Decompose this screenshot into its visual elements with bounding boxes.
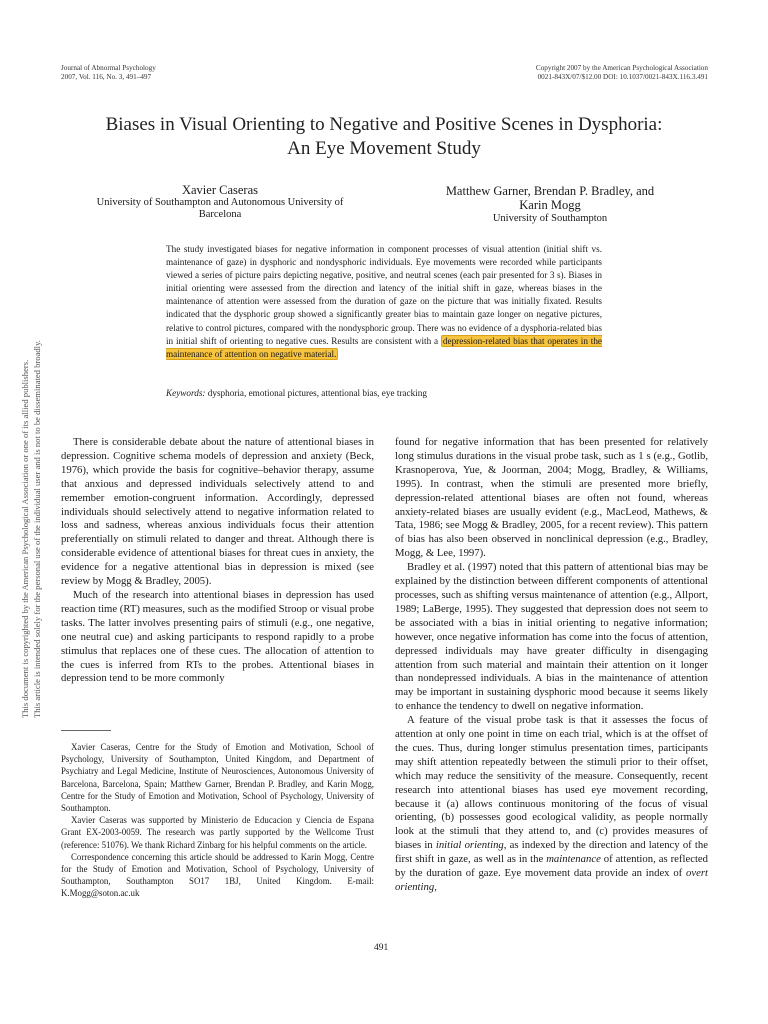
author-names: Karin Mogg bbox=[519, 198, 581, 212]
keywords bbox=[166, 388, 427, 398]
footnote-funding: Xavier Caseras was supported by Ministerio de Educacion y Ciencia de Espana Grant EX-2003-0059. The research was partly supported by the Wellcome Trust (reference: 51076). We thank Richard Zinbarg for his helpful comments on the article. bbox=[61, 815, 374, 850]
left-column bbox=[61, 436, 374, 686]
copyright-line: Copyright 2007 by the American Psychological Association bbox=[535, 64, 708, 72]
paragraph-text: , as indexed by the direction and latency of the first shift in gaze, as well as in the bbox=[395, 839, 708, 866]
footnote-affiliations: Xavier Caseras, Centre for the Study of Emotion and Motivation, School of Psychology, University of Southampton, United Kingdom, and Department of Psychiatry and Legal Medicine, Institute of Neurosciences, Autonomous University of Barcelona, Barcelona, Spain; Matthew Garner, Brendan P. Bradley, and Karin Mogg, Centre for the Study of Emotion and Motivation, School of Psychology, University of Southampton. bbox=[61, 742, 374, 814]
journal-name: Journal of Abnormal Psychology bbox=[61, 64, 156, 72]
italic-term: maintenance bbox=[546, 853, 601, 866]
page-number: 491 bbox=[374, 943, 389, 953]
footnote-divider bbox=[61, 730, 111, 731]
italic-term: overt orienting bbox=[395, 867, 709, 893]
author-name: Xavier Caseras bbox=[181, 183, 258, 197]
footnote-correspondence: Correspondence concerning this article should be addressed to Karin Mogg, Centre for the Study of Emotion and Motivation, School of Psychology, University of Southampton, Southampton SO17 1BJ, United Kingdom. E-mail: K.Mogg@soton.ac.uk bbox=[61, 851, 374, 899]
author-affiliation: University of Southampton bbox=[492, 213, 608, 224]
article-title bbox=[40, 113, 728, 161]
journal-header bbox=[61, 64, 156, 81]
abstract bbox=[166, 243, 602, 361]
paragraph-text: of attention, as reflected by the duration of gaze. Eye movement data provide an index of bbox=[395, 853, 708, 880]
side-notice-1: This document is copyrighted by the American Psychological Association or one of its allied publishers. bbox=[20, 359, 30, 718]
author-affiliation: Barcelona bbox=[198, 209, 242, 220]
footnotes bbox=[61, 741, 374, 900]
paragraph-text: , bbox=[434, 881, 437, 893]
highlighted-text[interactable]: depression-related bias that operates in the maintenance of attention on negative material. bbox=[166, 335, 602, 359]
author-block-right bbox=[400, 184, 700, 225]
italic-term: initial orienting bbox=[435, 839, 504, 852]
copyright-header bbox=[536, 64, 708, 81]
doi-line: 0021-843X/07/$12.00 DOI: 10.1037/0021-843X.116.3.491 bbox=[537, 72, 708, 81]
paragraph bbox=[395, 714, 708, 895]
side-notice-2: This article is intended solely for the personal use of the individual user and is not to be disseminated broadly. bbox=[32, 340, 42, 718]
paragraph-text: A feature of the visual probe task is that it assesses the focus of attention at only one point in time on each trial, which is at the offset of the cues. Thus, during longer stimulus presentation times, participants may shift attention repeatedly between the stimuli prior to their offset, which may reduce the sensitivity of the measure. Consequently, recent research into attentional biases has used eye movement recording, because it (a) allows continuous monitoring of the focus of visual orienting, (b) possesses good ecological validity, as people normally look at the stimuli that they attend to, and (c) provides measures of biases in bbox=[395, 714, 708, 852]
paragraph: Bradley et al. (1997) noted that this pattern of attentional bias may be explained by the distinction between different components of attentional processes, such as shifting versus maintenance of attention (e.g., Allport, 1989; LaBerge, 1995). They suggested that depression does not seem to be associated with a bias in initial orienting to negative information; however, once negative information has come into the focus of attention, depressed individuals may have greater difficulty in disengaging attention from such material and maintain their attention on it longer than nondepressed individuals. A bias in the maintenance of attention may be important in sustaining dysphoric mood because it seems likely to enhance the tendency to dwell on negative information. bbox=[395, 561, 708, 713]
keywords-text: dysphoria, emotional pictures, attentional bias, eye tracking bbox=[207, 388, 427, 398]
title-line-1: Biases in Visual Orienting to Negative and Positive Scenes in Dysphoria: bbox=[105, 114, 663, 135]
author-affiliation: University of Southampton and Autonomous University of bbox=[96, 197, 344, 208]
paragraph: There is considerable debate about the nature of attentional biases in depression. Cognitive schema models of depression and anxiety (Beck, 1976), which provide the basis for cognitive–behavior therapy, assume that anxious and depressed individuals selectively attend to and remember emotion-congruent information. Accordingly, depressed individuals should selectively attend to negative information related to loss and sadness, whereas anxious individuals focus their attention preferentially on stimuli related to danger and threat. Although there is considerable evidence of attentional biases for threat cues in anxiety, the evidence for a negative attentional bias in depression is mixed (see review by Mogg & Bradley, 2005). bbox=[61, 436, 374, 588]
journal-volume: 2007, Vol. 116, No. 3, 491–497 bbox=[61, 72, 152, 81]
paragraph: found for negative information that has been presented for relatively long stimulus durations in the visual probe task, such as 1 s (e.g., Gotlib, Krasnoperova, Yue, & Joorman, 2004; Mogg, Bradley, & Williams, 1995). In contrast, when the stimuli are presented more briefly, depression-related attentional biases are often not found, whereas anxiety-related biases are usually evident (e.g., MacLeod, Mathews, & Tata, 1986; see Mogg & Bradley, 2005, for a recent review). This pattern of bias has also been observed in nonclinical depression (e.g., Bradley, Mogg, & Lee, 1997). bbox=[395, 436, 708, 560]
title-line-2: An Eye Movement Study bbox=[287, 138, 481, 159]
right-column bbox=[395, 436, 708, 895]
author-names: Matthew Garner, Brendan P. Bradley, and bbox=[445, 184, 655, 198]
paragraph: Much of the research into attentional biases in depression has used reaction time (RT) measures, such as the modified Stroop or visual probe tasks. The latter involves presenting pairs of stimuli (e.g., one negative, one neutral cue) and asking participants to respond rapidly to a probe stimulus that replaces one of these cues. The allocation of attention to the cues is inferred from RTs to the probes. Attentional biases in depression tend to be more commonly bbox=[61, 588, 374, 685]
author-block-left bbox=[70, 183, 370, 221]
keywords-label: Keywords: bbox=[166, 388, 206, 398]
abstract-text: The study investigated biases for negative information in component processes of visual attention (initial shift vs. maintenance of gaze) in dysphoric and nondysphoric individuals. Eye movements were recorded while participants viewed a series of picture pairs depicting negative, positive, and neutral scenes (each pair presented for 3 s). Biases in initial orienting were assessed from the direction and latency of the initial shift in gaze, whereas biases in the maintenance of attention were assessed from the duration of gaze on the picture that was initially fixated. Results indicated that the dysphoric group showed a significantly greater bias to maintain gaze longer on negative pictures, relative to control pictures, compared with the nondysphoric group. There was no evidence of a dysphoria-related bias in initial shift of orienting to negative cues. Results are consistent with a bbox=[166, 244, 602, 346]
